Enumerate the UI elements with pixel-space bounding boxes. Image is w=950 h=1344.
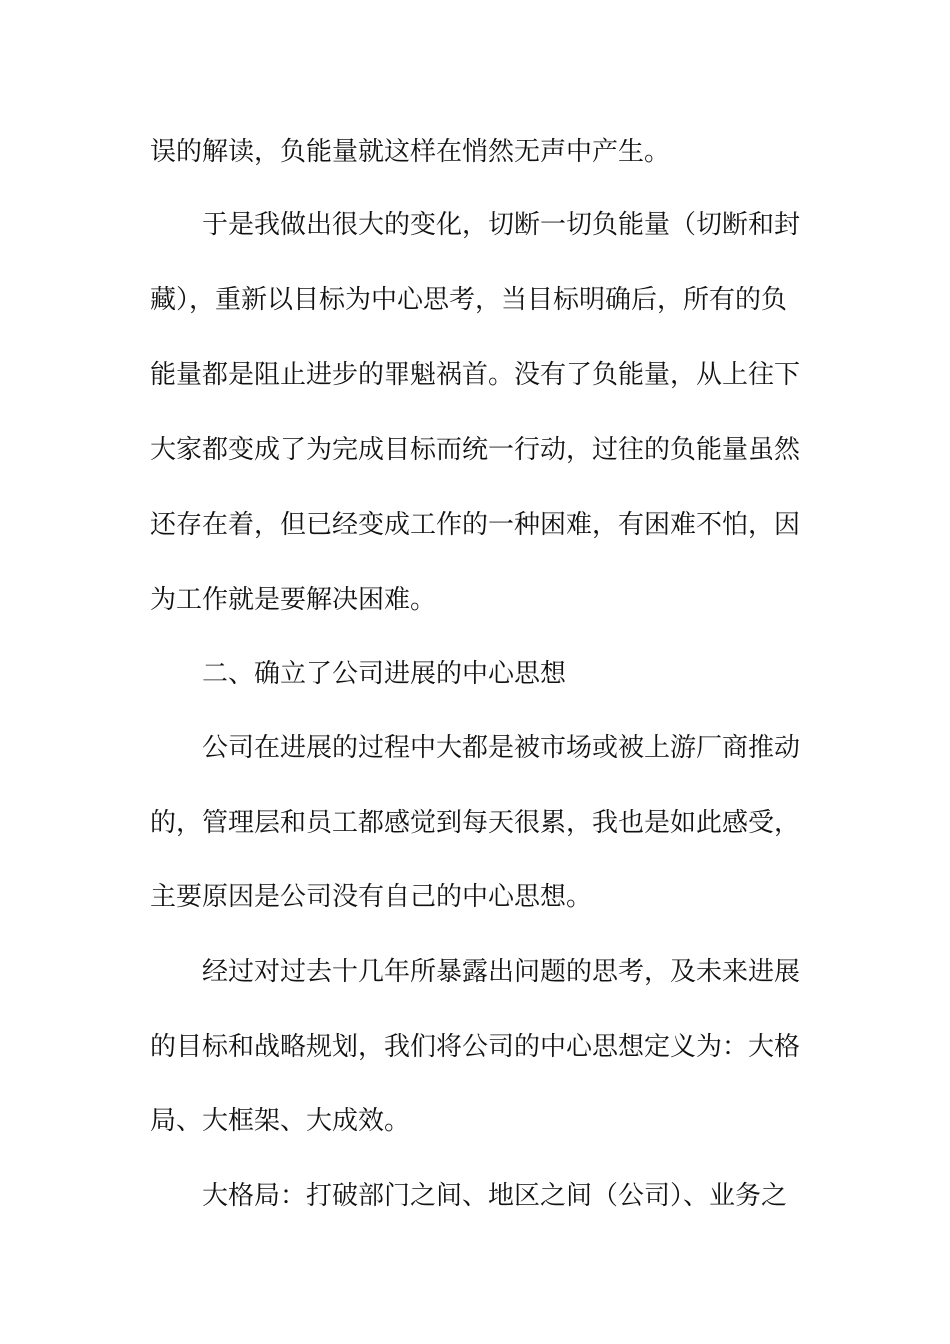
text-line: 主要原因是公司没有自己的中心思想。 bbox=[150, 882, 593, 912]
text-line: 误的解读，负能量就这样在悄然无声中产生。 bbox=[150, 137, 671, 167]
paragraph-start-line: 经过对过去十几年所暴露出问题的思考，及未来进展 bbox=[202, 957, 801, 987]
text-line: 局、大框架、大成效。 bbox=[150, 1106, 411, 1136]
paragraph-start-line: 大格局：打破部门之间、地区之间（公司）、业务之 bbox=[202, 1181, 788, 1211]
text-line: 为工作就是要解决困难。 bbox=[150, 585, 437, 615]
paragraph-start-line: 公司在进展的过程中大都是被市场或被上游厂商推动 bbox=[202, 733, 801, 763]
section-heading: 二、确立了公司进展的中心思想 bbox=[202, 659, 567, 689]
text-line: 藏），重新以目标为中心思考，当目标明确后，所有的负 bbox=[150, 285, 788, 315]
paragraph-start-line: 于是我做出很大的变化，切断一切负能量（切断和封 bbox=[202, 210, 801, 240]
text-line: 的，管理层和员工都感觉到每天很累，我也是如此感受， bbox=[150, 808, 801, 838]
text-line: 还存在着，但已经变成工作的一种困难，有困难不怕，因 bbox=[150, 510, 801, 540]
text-line: 大家都变成了为完成目标而统一行动，过往的负能量虽然 bbox=[150, 435, 801, 465]
text-line: 的目标和战略规划，我们将公司的中心思想定义为：大格 bbox=[150, 1032, 801, 1062]
text-line: 能量都是阻止进步的罪魁祸首。没有了负能量，从上往下 bbox=[150, 360, 801, 390]
